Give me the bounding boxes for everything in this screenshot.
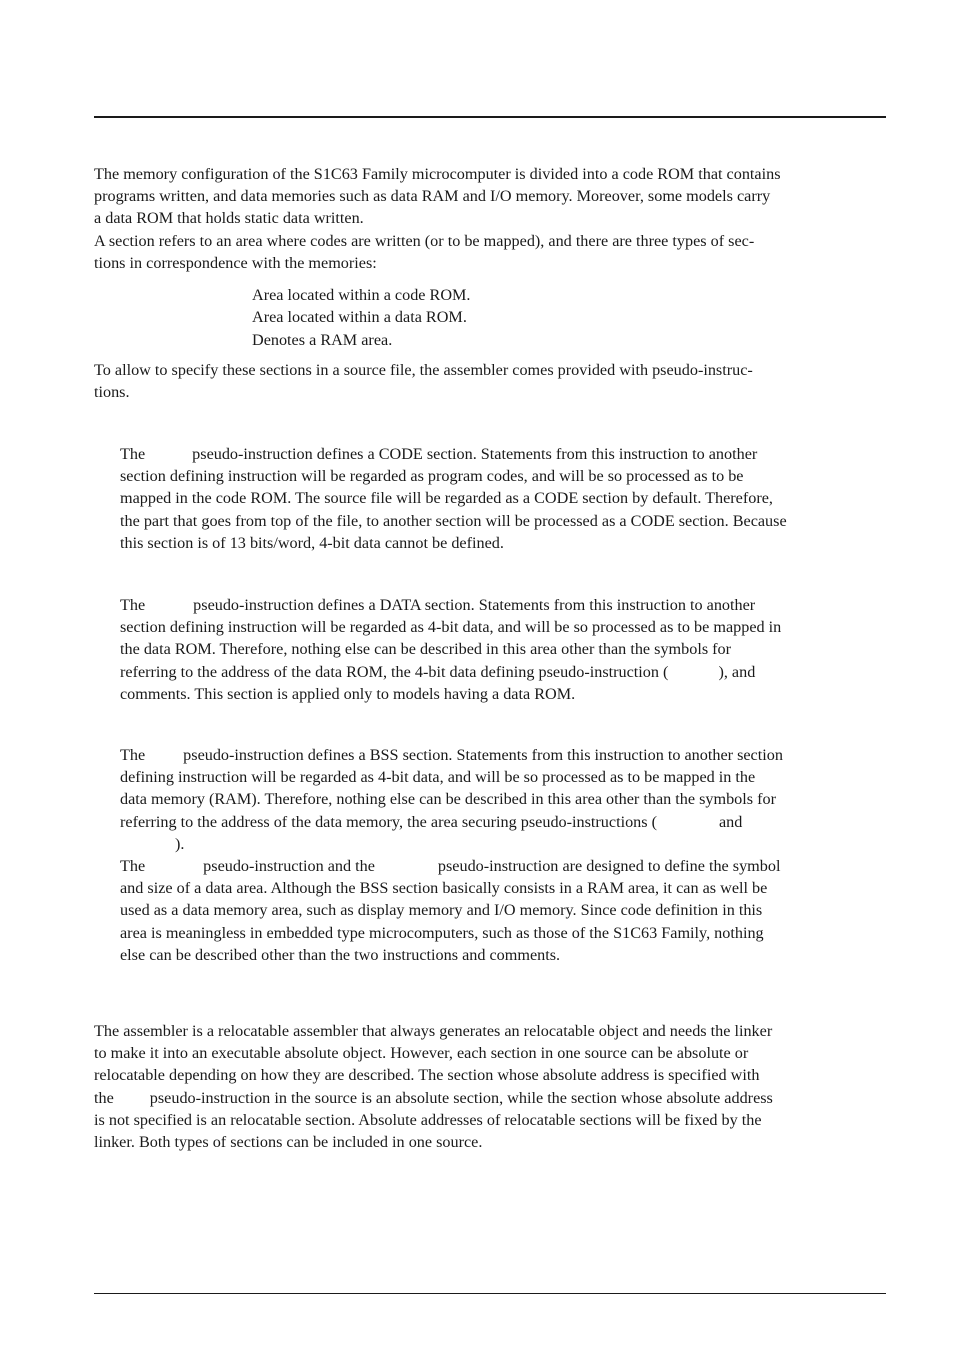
text-fragment: The xyxy=(120,857,146,876)
text-fragment: pseudo-instruction defines a DATA section. Statements from this instruction to another xyxy=(193,596,756,614)
text-line: section defining instruction will be regarded as program codes, and will be so processed as to be xyxy=(120,467,744,486)
text-fragment: pseudo-instruction defines a CODE section. Statements from this instruction to another xyxy=(192,445,758,463)
text-fragment: referring to the address of the data ROM, the 4-bit data defining pseudo-instruction ( xyxy=(120,662,669,681)
text-fragment: ), and xyxy=(718,662,756,681)
text-line: data memory (RAM). Therefore, nothing else can be described in this area other than the symbols for xyxy=(120,790,776,809)
intro-paragraph xyxy=(94,163,894,274)
text-line xyxy=(120,594,894,616)
code-section-paragraph xyxy=(120,443,894,554)
text-line: tions. xyxy=(94,383,130,402)
text-line: the part that goes from top of the file, to another section will be processed as a CODE section. Because xyxy=(120,511,787,530)
text-line: to make it into an executable absolute object. However, each section in one source can be absolute or xyxy=(94,1044,749,1063)
text-line xyxy=(120,811,894,833)
text-line: A section refers to an area where codes are written (or to be mapped), and there are three types of sec- xyxy=(94,231,755,250)
text-line xyxy=(120,855,894,877)
text-fragment: ). xyxy=(175,834,185,853)
text-fragment: The xyxy=(120,445,146,463)
text-fragment: The xyxy=(120,596,146,614)
text-line xyxy=(120,833,894,855)
text-line: comments. This section is applied only to models having a data ROM. xyxy=(120,684,576,703)
bss-section-paragraph xyxy=(120,744,894,966)
text-fragment: pseudo-instruction and the xyxy=(203,857,375,876)
text-line: section defining instruction will be regarded as 4-bit data, and will be so processed as to be mapped in xyxy=(120,618,782,637)
text-line: a data ROM that holds static data written. xyxy=(94,209,364,228)
section-type-bss: Denotes a RAM area. xyxy=(252,331,393,350)
text-line: and size of a data area. Although the BSS section basically consists in a RAM area, it can as well be xyxy=(120,879,768,898)
text-line xyxy=(120,661,894,683)
text-fragment: the xyxy=(94,1088,114,1107)
text-line: mapped in the code ROM. The source file will be regarded as a CODE section by default. Therefore, xyxy=(120,489,773,508)
section-type-code: Area located within a code ROM. xyxy=(252,286,471,304)
text-fragment: referring to the address of the data memory, the area securing pseudo-instructions ( xyxy=(120,812,657,831)
section-type-data: Area located within a data ROM. xyxy=(252,308,467,327)
header-rule xyxy=(94,116,886,118)
text-line: relocatable depending on how they are described. The section whose absolute address is specified with xyxy=(94,1066,760,1085)
section-types-list xyxy=(252,284,852,352)
text-line: programs written, and data memories such as data RAM and I/O memory. Moreover, some models carry xyxy=(94,187,771,206)
pseudo-intro-paragraph xyxy=(94,359,894,403)
text-fragment: and xyxy=(719,812,743,831)
text-line: defining instruction will be regarded as 4-bit data, and will be so processed as to be mapped in the xyxy=(120,768,756,787)
footer-rule xyxy=(94,1293,886,1294)
text-fragment: pseudo-instruction in the source is an absolute section, while the section whose absolute address xyxy=(149,1088,773,1107)
data-section-paragraph xyxy=(120,594,894,705)
text-line: this section is of 13 bits/word, 4-bit data cannot be defined. xyxy=(120,533,504,552)
text-line: area is meaningless in embedded type microcomputers, such as those of the S1C63 Family, nothing xyxy=(120,923,764,942)
text-line: The memory configuration of the S1C63 Family microcomputer is divided into a code ROM that contains xyxy=(94,165,781,183)
text-line: linker. Both types of sections can be included in one source. xyxy=(94,1133,483,1152)
text-line: the data ROM. Therefore, nothing else can be described in this area other than the symbols for xyxy=(120,640,732,659)
text-line xyxy=(120,443,894,465)
text-line: used as a data memory area, such as display memory and I/O memory. Since code definition in this xyxy=(120,901,763,920)
text-line: tions in correspondence with the memories: xyxy=(94,253,377,272)
text-fragment: The xyxy=(120,746,146,764)
text-line: is not specified is an relocatable section. Absolute addresses of relocatable sections will be fixed by the xyxy=(94,1110,762,1129)
relocatable-paragraph xyxy=(94,1020,894,1153)
text-line xyxy=(120,744,894,766)
text-line: The assembler is a relocatable assembler that always generates an relocatable object and needs the linker xyxy=(94,1022,773,1040)
text-line: else can be described other than the two instructions and comments. xyxy=(120,945,561,964)
text-line xyxy=(94,1087,894,1109)
text-fragment: pseudo-instruction are designed to define the symbol xyxy=(437,857,781,876)
text-line: To allow to specify these sections in a source file, the assembler comes provided with pseudo-instruc- xyxy=(94,361,753,379)
text-fragment: pseudo-instruction defines a BSS section. Statements from this instruction to another section xyxy=(183,746,783,764)
